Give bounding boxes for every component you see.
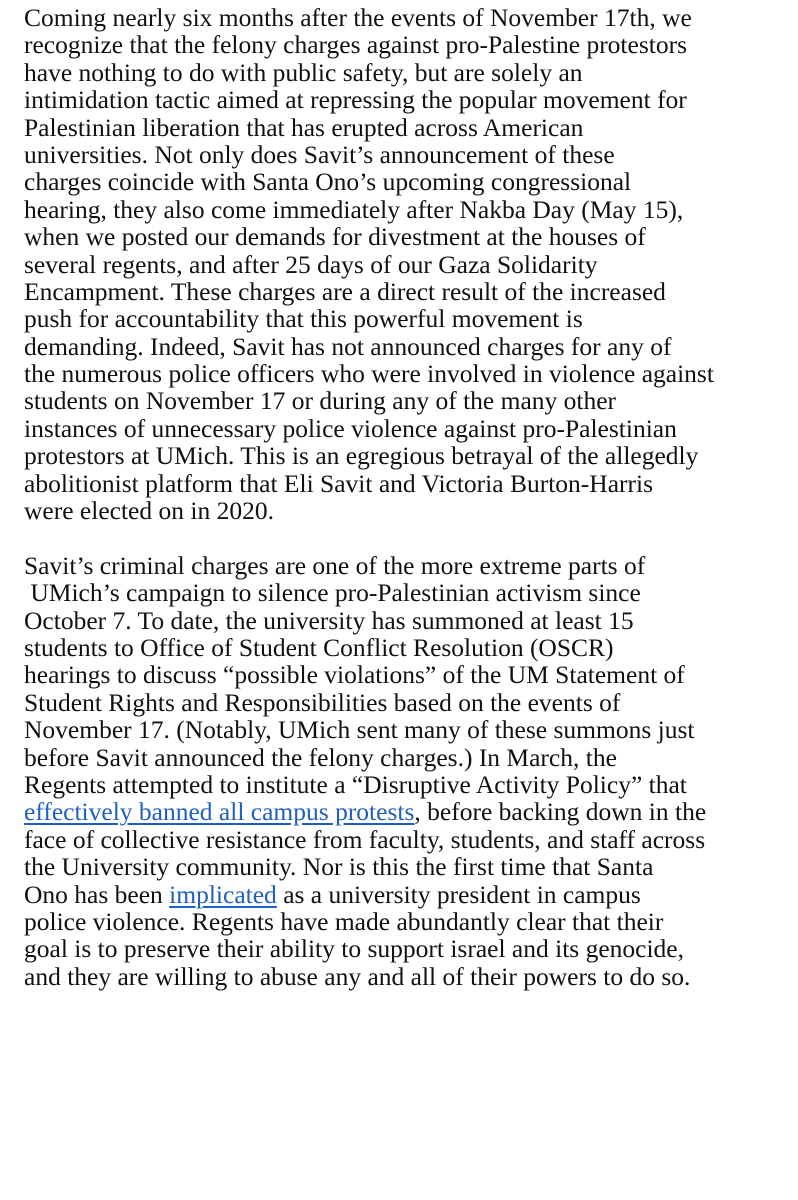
text-line: hearings to discuss “possible violations” of the UM Statement of — [24, 660, 685, 690]
text-line: Coming nearly six months after the events of November 17th, we — [24, 3, 692, 32]
text-line-with-link — [24, 881, 778, 908]
paragraph-2 — [24, 552, 778, 990]
text-line-with-link — [24, 798, 778, 825]
text-line: the numerous police officers who were involved in violence against — [24, 359, 714, 389]
text-line: universities. Not only does Savit’s announcement of these — [24, 139, 615, 169]
text-line: and they are willing to abuse any and all of their powers to do so. — [24, 961, 691, 991]
text-line: hearing, they also come immediately after Nakba Day (May 15), — [24, 194, 684, 224]
text-line: intimidation tactic aimed at repressing the popular movement for — [24, 85, 687, 115]
text-line: several regents, and after 25 days of our Gaza Solidarity — [24, 249, 598, 279]
text-line: Savit’s criminal charges are one of the more extreme parts of — [24, 550, 646, 580]
text-line: goal is to preserve their ability to support israel and its genocide, — [24, 934, 684, 964]
text-line: the University community. Nor is this the first time that Santa — [24, 852, 654, 882]
text-line: students on November 17 or during any of the many other — [24, 386, 617, 416]
text-line: Regents attempted to institute a “Disruptive Activity Policy” that — [24, 769, 687, 799]
text-line: recognize that the felony charges against pro-Palestine protestors — [24, 30, 688, 60]
text-line: face of collective resistance from faculty, students, and staff across — [24, 824, 706, 854]
text-line: before Savit announced the felony charges.) In March, the — [24, 742, 617, 772]
text-line: November 17. (Notably, UMich sent many of these summons just — [24, 715, 695, 745]
campus-protests-link[interactable]: effectively banned all campus protests — [24, 797, 415, 827]
text-line: abolitionist platform that Eli Savit and Victoria Burton-Harris — [24, 468, 654, 498]
text-line: students to Office of Student Conflict Resolution (OSCR) — [24, 632, 614, 662]
implicated-link[interactable]: implicated — [169, 879, 277, 909]
text-line: demanding. Indeed, Savit has not announced charges for any of — [24, 331, 672, 361]
text-segment: , before backing down in the — [414, 797, 707, 827]
text-line: police violence. Regents have made abundantly clear that their — [24, 906, 664, 936]
text-segment: as a university president in campus — [276, 879, 641, 909]
text-line: Encampment. These charges are a direct result of the increased — [24, 276, 666, 306]
text-line: push for accountability that this powerful movement is — [24, 304, 583, 334]
paragraph-1 — [24, 4, 778, 524]
text-line: were elected on in 2020. — [24, 496, 274, 526]
text-segment: Ono has been — [24, 879, 170, 909]
text-line: have nothing to do with public safety, but are solely an — [24, 57, 583, 87]
text-line: UMich’s campaign to silence pro-Palestinian activism since — [24, 578, 641, 608]
text-line: when we posted our demands for divestment at the houses of — [24, 222, 646, 252]
text-line: October 7. To date, the university has summoned at least 15 — [24, 605, 634, 635]
text-line: Palestinian liberation that has erupted across American — [24, 112, 584, 142]
text-line: charges coincide with Santa Ono’s upcoming congressional — [24, 167, 632, 197]
document-body — [24, 4, 778, 990]
text-line: instances of unnecessary police violence against pro-Palestinian — [24, 413, 677, 443]
text-line: protestors at UMich. This is an egregious betrayal of the allegedly — [24, 441, 699, 471]
text-line: Student Rights and Responsibilities based on the events of — [24, 687, 621, 717]
